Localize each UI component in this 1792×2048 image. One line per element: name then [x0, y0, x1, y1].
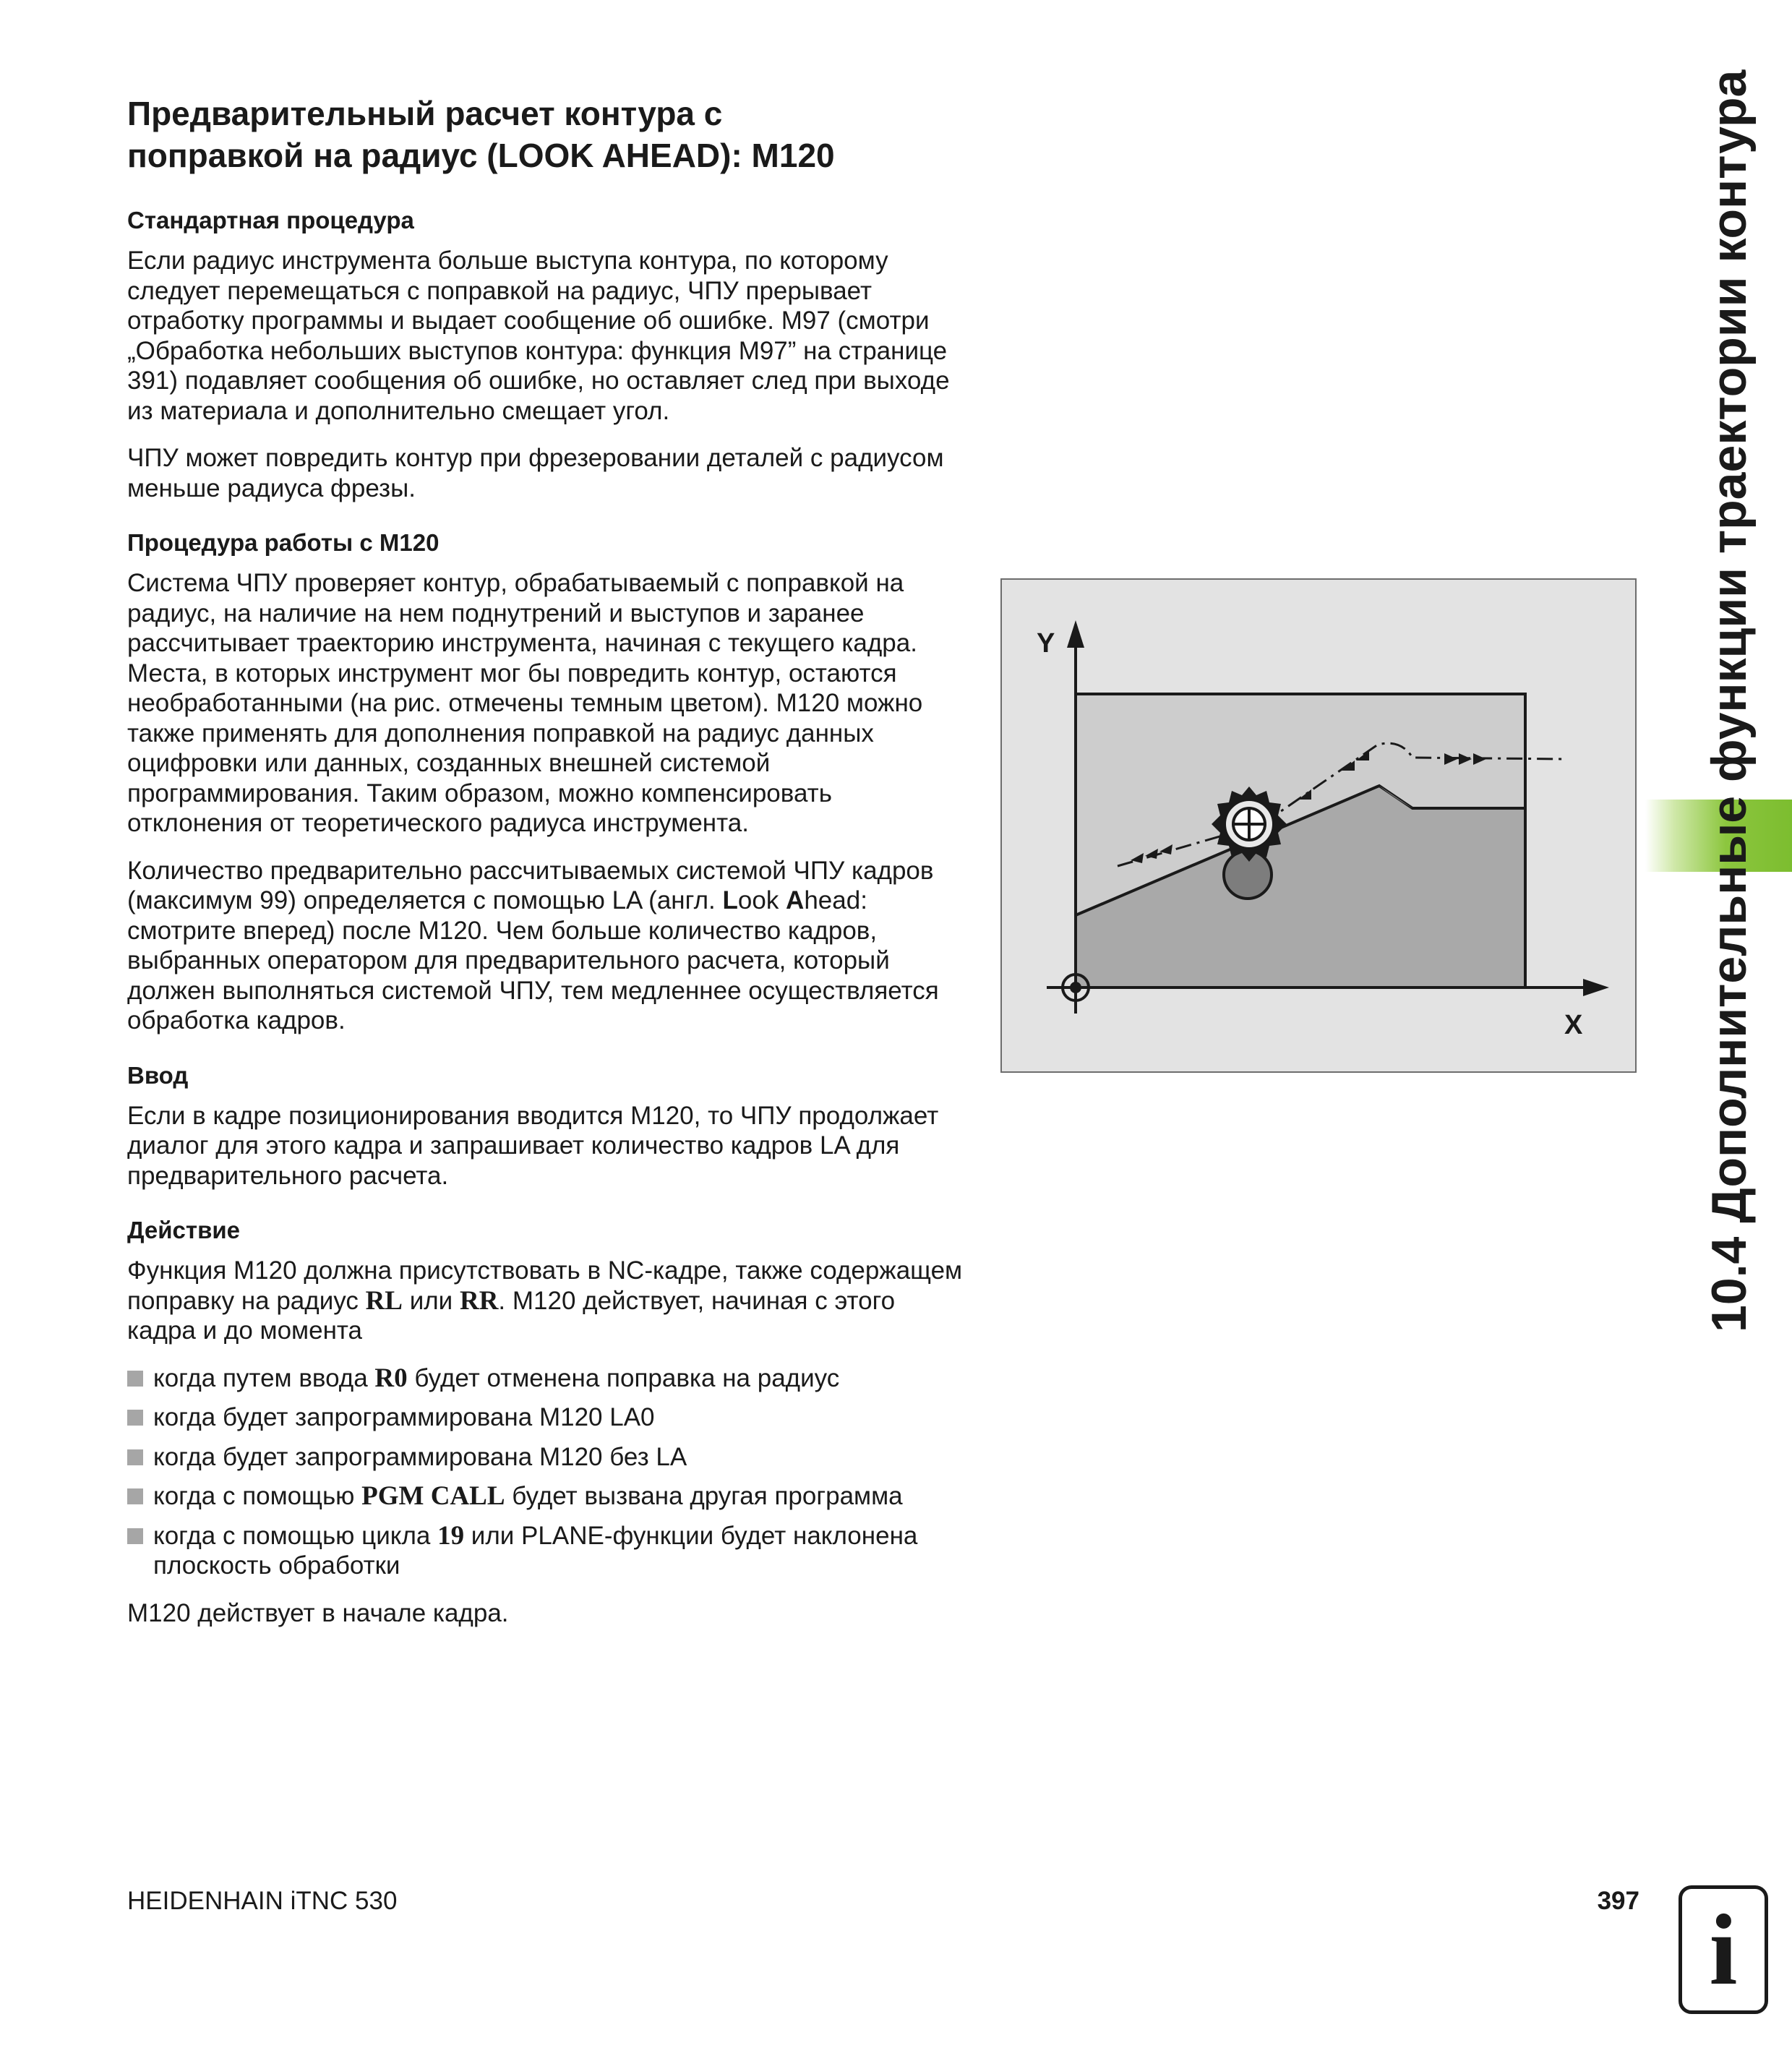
list-item — [127, 1442, 966, 1473]
contour-figure — [1000, 578, 1637, 1073]
info-icon — [1679, 1885, 1768, 2014]
bullet-list — [127, 1363, 966, 1581]
bullet-square-icon — [127, 1371, 143, 1387]
list-item — [127, 1363, 966, 1394]
text-run: Функция M120 должна присутствовать в NC-кадре, также содержащем поправку на радиус — [127, 1256, 963, 1315]
text-run: когда будет запрограммирована M120 LA0 — [153, 1403, 655, 1431]
text-run: когда с помощью цикла — [153, 1521, 438, 1550]
page-title — [127, 93, 966, 176]
text-run: head: смотрите вперед) после M120. Чем больше количество кадров, выбранных оператором для предварительного расчета, который должен выполняться системой ЧПУ, тем медленнее осуществляется обработка кадров. — [127, 886, 939, 1034]
paragraph: M120 действует в начале кадра. — [127, 1598, 509, 1627]
x-axis-arrow-icon — [1583, 979, 1609, 996]
y-axis-label: Y — [1037, 628, 1055, 659]
emphasis-letter: L — [722, 886, 738, 914]
list-item — [127, 1521, 966, 1581]
list-item — [127, 1402, 966, 1433]
text-run: будет вызвана другая программа — [505, 1482, 903, 1510]
code-rr: RR — [459, 1285, 499, 1316]
chapter-side-title: 10.4 Дополнительные функции траектории контура — [1702, 69, 1757, 1332]
bullet-square-icon — [127, 1528, 143, 1544]
emphasis-letter: A — [786, 886, 805, 914]
section-standard-procedure — [127, 205, 966, 503]
text-run: ook — [737, 886, 786, 914]
code-pgm-call: PGM CALL — [361, 1481, 505, 1511]
text-run: или — [402, 1286, 460, 1315]
info-icon-glyph: i — [1709, 1894, 1738, 2006]
text-run: будет отменена поправка на радиус — [407, 1363, 840, 1392]
text-run: или PLANE-функции будет наклонена плоскость обработки — [153, 1521, 918, 1580]
main-content — [127, 93, 966, 1653]
section-heading: Процедура работы с M120 — [127, 529, 440, 556]
text-run: когда с помощью — [153, 1482, 362, 1510]
text-run: Количество предварительно рассчитываемых системой ЧПУ кадров (максимум 99) определяется с помощью LA (англ. — [127, 856, 934, 914]
y-axis-arrow-icon — [1067, 620, 1084, 648]
section-heading: Действие — [127, 1217, 240, 1243]
page-title-line-1: Предварительный расчет контура с — [127, 95, 723, 132]
paragraph: Если радиус инструмента больше выступа контура, по которому следует перемещаться с поправкой на радиус, ЧПУ прерывает отработку программы и выдает сообщение об ошибке. M97 (смотри „Обработка небольших выступов контура: функция M97” на странице 391) подавляет сообщения об ошибке, но оставляет след при выходе из материала и дополнительно смещает угол. — [127, 247, 950, 425]
x-axis-label: X — [1564, 1010, 1583, 1040]
contour-diagram — [1002, 580, 1635, 1071]
section-effect — [127, 1215, 966, 1628]
footer-product: HEIDENHAIN iTNC 530 — [127, 1887, 398, 1915]
code-rl: RL — [365, 1285, 403, 1316]
text-run: когда путем ввода — [153, 1363, 375, 1392]
bullet-square-icon — [127, 1488, 143, 1504]
bullet-square-icon — [127, 1410, 143, 1426]
text-run: . M120 действует, начиная с этого кадра и до момента — [127, 1286, 896, 1345]
page-title-line-2: поправкой на радиус (LOOK AHEAD): M120 — [127, 137, 835, 174]
page-number: 397 — [1597, 1887, 1639, 1915]
paragraph — [127, 1256, 966, 1346]
code-r0: R0 — [374, 1363, 408, 1393]
code-cycle-19: 19 — [437, 1520, 465, 1551]
section-heading: Стандартная процедура — [127, 207, 414, 233]
paragraph — [127, 856, 966, 1036]
paragraph: Если в кадре позиционирования вводится M120, то ЧПУ продолжает диалог для этого кадра и запрашивает количество кадров LA для предварительного расчета. — [127, 1101, 939, 1190]
paragraph: Система ЧПУ проверяет контур, обрабатываемый с поправкой на радиус, на наличие на нем поднутрений и выступов и заранее рассчитывает траекторию инструмента, начиная с текущего кадра. Места, в которых инструмент мог бы повредить контур, остаются необработанными (на рис. отмечены темным цветом). M120 можно также применять для дополнения поправкой на радиус данных оцифровки или данных, созданных внешней системой программирования. Таким образом, можно компенсировать отклонения от теоретического радиуса инструмента. — [127, 569, 923, 837]
section-m120-procedure — [127, 528, 966, 1036]
list-item — [127, 1481, 966, 1512]
paragraph: ЧПУ может повредить контур при фрезеровании деталей с радиусом меньше радиуса фрезы. — [127, 444, 944, 502]
text-run: когда будет запрограммирована M120 без LA — [153, 1442, 687, 1471]
bullet-square-icon — [127, 1449, 143, 1465]
section-input — [127, 1061, 966, 1191]
section-heading: Ввод — [127, 1061, 189, 1089]
